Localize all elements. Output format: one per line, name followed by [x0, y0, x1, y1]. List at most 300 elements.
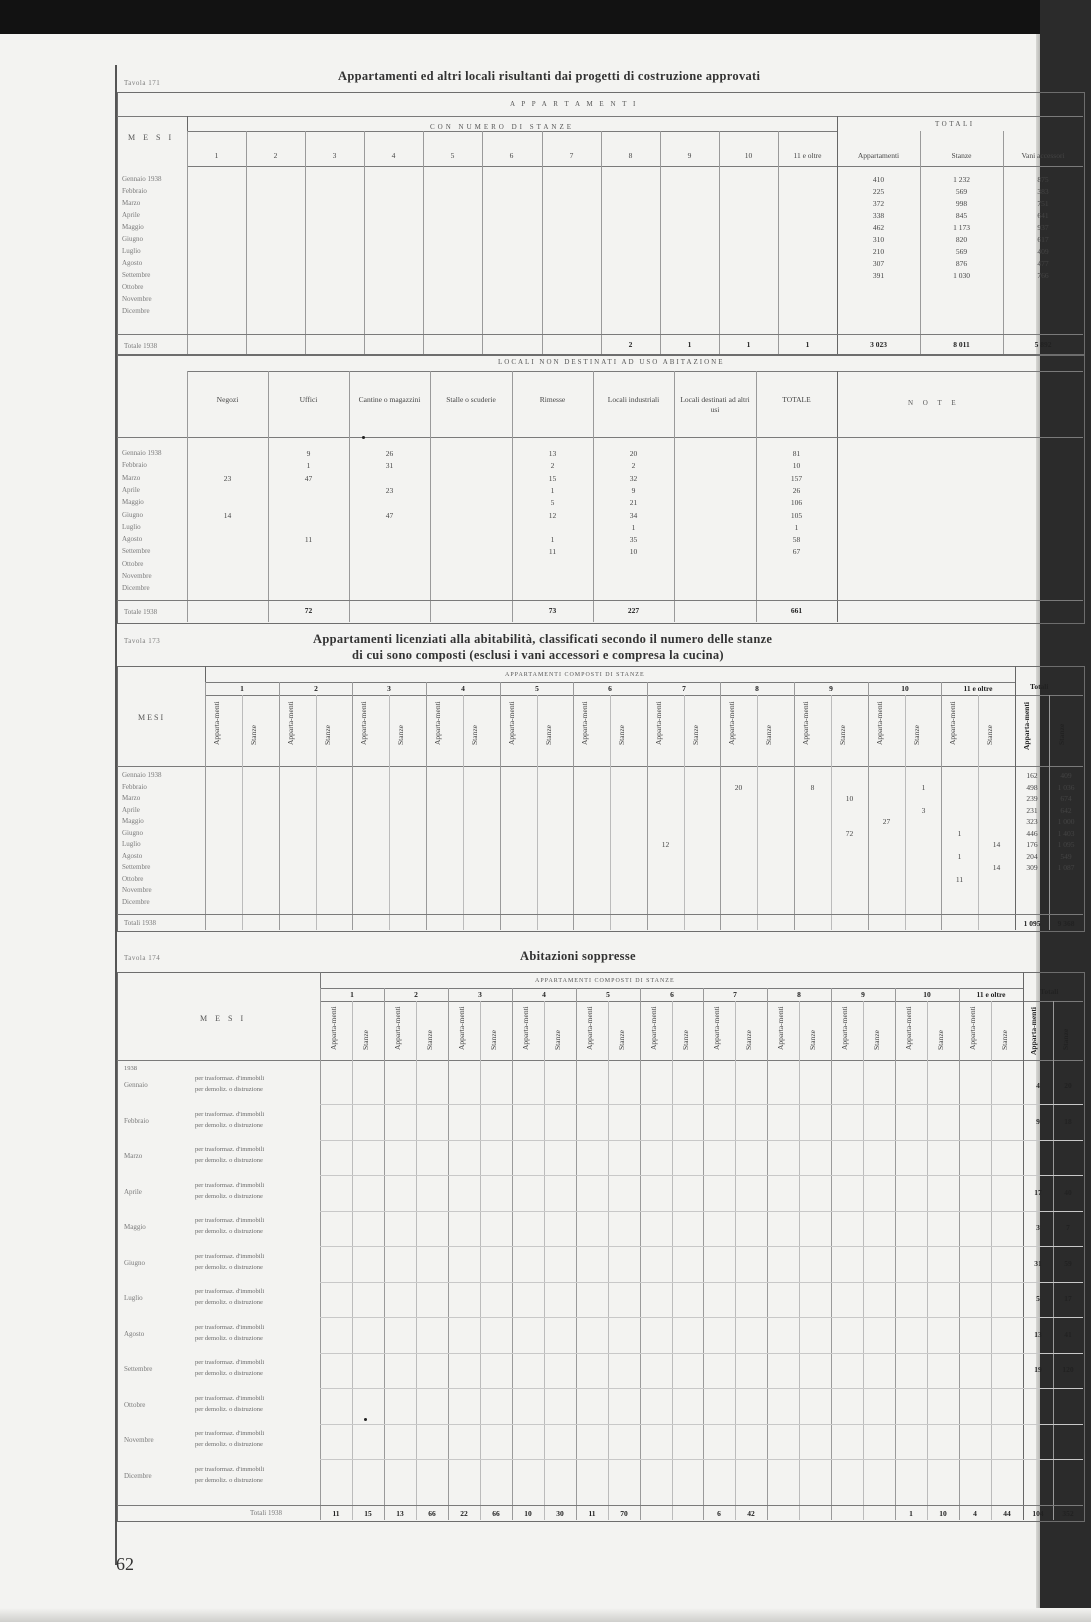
table-171-group-header: A P P A R T A M E N T I — [510, 100, 638, 108]
total-cell: 9 368 — [1057, 919, 1075, 928]
column-rule — [927, 1001, 928, 1520]
table-cell: 81 — [792, 449, 801, 458]
table-172-header: LOCALI NON DESTINATI AD USO ABITAZIONE — [498, 358, 725, 366]
column-header-rooms: 10 — [923, 990, 931, 999]
table-cell: 11 — [955, 874, 964, 884]
month-label: Dicembre — [122, 584, 150, 593]
column-rule — [778, 131, 779, 354]
table-cell: 20 — [629, 449, 638, 458]
month-total-stanze: 20 — [1064, 1081, 1072, 1090]
table-cell: 937 — [1037, 223, 1049, 232]
total-cell: 104 — [1032, 1509, 1044, 1518]
table-171-sub-header: CON NUMERO DI STANZE — [430, 123, 575, 131]
subheader-stanze: Stanze — [617, 725, 626, 745]
total-cell: 73 — [548, 606, 557, 615]
total-cell: 1 — [909, 1509, 913, 1518]
table-cell: 307 — [872, 259, 885, 268]
column-header-rooms: 10 — [901, 684, 909, 693]
table-cell: 26 — [385, 449, 394, 458]
column-header-rooms: 4 — [542, 990, 546, 999]
total-appartamenti-cell: 323 — [1026, 817, 1038, 826]
subheader-appartamenti: Apparta-menti — [286, 701, 295, 745]
column-header-rooms: 3 — [478, 990, 482, 999]
subheader-stanze: Stanze — [489, 1030, 498, 1050]
subheader-stanze: Stanze — [396, 725, 405, 745]
month-total-stanze: 120 — [1062, 1365, 1074, 1374]
column-header-rooms: 6 — [509, 151, 514, 160]
subheader-appartamenti: Apparta-menti — [649, 1006, 658, 1050]
month-label: Agosto — [122, 535, 143, 544]
reason-trasformazione: per trasformaz. d'immobili — [195, 1075, 265, 1082]
subheader-appartamenti: Apparta-menti — [727, 701, 736, 745]
table-174-tag: Tavola 174 — [124, 954, 161, 962]
month-label: Maggio — [124, 1223, 146, 1231]
total-cell: 227 — [627, 606, 640, 615]
subheader-appartamenti: Apparta-menti — [712, 1006, 721, 1050]
total-appartamenti-cell: 204 — [1026, 851, 1038, 861]
table-cell: 12 — [661, 840, 670, 849]
month-label: Luglio — [124, 1294, 143, 1302]
month-label: Giugno — [122, 235, 143, 243]
total-cell: 22 — [460, 1509, 468, 1518]
month-label: Aprile — [124, 1187, 142, 1196]
column-rule — [246, 131, 247, 354]
reason-demolizione: per demoliz. o distruzione — [195, 1370, 263, 1377]
table-cell: 820 — [955, 235, 968, 244]
column-header-rooms: 11 e oltre — [963, 684, 993, 693]
table-cell: 105 — [790, 510, 803, 520]
month-label: Maggio — [122, 223, 144, 231]
column-header-totals: Stanze — [951, 151, 972, 160]
total-appartamenti-cell: 162 — [1026, 771, 1038, 780]
total-cell: 6 — [717, 1509, 721, 1518]
month-label: Agosto — [122, 851, 143, 860]
subheader-stanze: Stanze — [764, 725, 773, 745]
subheader-stanze: Stanze — [617, 1030, 626, 1050]
table-174-year: 1938 — [124, 1065, 137, 1072]
month-label: Gennaio 1938 — [122, 771, 162, 779]
column-rule — [279, 682, 280, 930]
column-header: Uffici — [299, 395, 318, 404]
column-header-rooms: 11 e oltre — [976, 990, 1006, 999]
column-rule — [767, 988, 768, 1520]
column-rule — [480, 1001, 481, 1520]
reason-trasformazione: per trasformaz. d'immobili — [195, 1252, 265, 1260]
table-cell: 58 — [792, 535, 801, 545]
total-cell: 42 — [747, 1509, 755, 1518]
table-cell: 3 — [921, 805, 926, 815]
column-rule — [601, 131, 602, 354]
total-cell: 1 095 — [1023, 919, 1041, 928]
subheader-stanze: Stanze — [838, 725, 847, 745]
column-rule — [430, 371, 431, 622]
total-stanze-cell: 1 036 — [1057, 782, 1075, 792]
month-label: Marzo — [122, 794, 141, 802]
column-rule — [660, 131, 661, 354]
column-header: Cantine o magazzini — [358, 395, 421, 404]
table-cell: 13 — [548, 449, 557, 458]
reason-trasformazione: per trasformaz. d'immobili — [195, 1430, 265, 1437]
column-rule — [500, 682, 501, 930]
column-rule — [720, 682, 721, 930]
month-label: Maggio — [122, 498, 144, 507]
column-header-rooms: 3 — [332, 151, 337, 160]
reason-demolizione: per demoliz. o distruzione — [195, 1157, 263, 1164]
month-label: Maggio — [122, 817, 144, 825]
month-label: Marzo — [122, 199, 141, 207]
column-header-rooms: 5 — [535, 684, 539, 693]
column-rule — [757, 695, 758, 930]
subheader-stanze: Stanze — [323, 725, 332, 745]
total-cell: 70 — [620, 1509, 628, 1518]
table-cell: 26 — [792, 485, 801, 495]
subheader-appartamenti: Apparta-menti — [521, 1006, 530, 1050]
column-rule — [576, 988, 577, 1520]
reason-trasformazione: per trasformaz. d'immobili — [195, 1217, 265, 1224]
total-cell: 72 — [304, 606, 313, 615]
reason-trasformazione: per trasformaz. d'immobili — [195, 1323, 265, 1331]
column-rule — [463, 695, 464, 930]
room-total-cell: 1 — [746, 340, 751, 349]
column-rule — [537, 695, 538, 930]
table-cell: 617 — [1037, 235, 1049, 244]
table-cell: 106 — [790, 498, 803, 508]
total-appartamenti-cell: 446 — [1026, 828, 1038, 838]
subheader-stanze: Stanze — [808, 1030, 817, 1050]
subheader-totali-stanze: Stanze — [1061, 1028, 1070, 1050]
total-cell: 5 892 — [1034, 340, 1052, 349]
row-rule — [320, 1211, 1083, 1212]
month-label: Ottobre — [122, 283, 144, 291]
total-cell: 8 011 — [953, 340, 970, 349]
reason-demolizione: per demoliz. o distruzione — [195, 1441, 263, 1448]
reason-trasformazione: per trasformaz. d'immobili — [195, 1181, 265, 1189]
subheader-stanze: Stanze — [912, 725, 921, 745]
column-rule — [416, 1001, 417, 1520]
table-171-total-label: Totale 1938 — [124, 342, 158, 350]
row-rule — [320, 1317, 1083, 1318]
column-rule — [863, 1001, 864, 1520]
table-171-totali: TOTALI — [935, 120, 975, 128]
table-174-totali: Totali — [1040, 987, 1059, 996]
month-label: Luglio — [122, 522, 141, 531]
table-cell: 27 — [882, 817, 891, 826]
table-cell: 641 — [1037, 211, 1049, 220]
table-cell: 47 — [385, 510, 394, 520]
month-label: Febbraio — [122, 461, 147, 470]
table-173-title-line1: Appartamenti licenziati alla abitabilità, classificati secondo il numero delle stanze — [313, 632, 773, 646]
total-cell: 10 — [939, 1509, 947, 1518]
table-172-total-label: Totale 1938 — [124, 608, 158, 616]
column-header-rooms: 2 — [414, 990, 418, 999]
column-rule — [674, 371, 675, 622]
month-label: Ottobre — [124, 1400, 146, 1409]
table-cell: 766 — [1037, 271, 1049, 280]
column-header: Rimesse — [539, 395, 566, 404]
month-label: Luglio — [122, 247, 141, 255]
total-appartamenti-cell: 239 — [1026, 794, 1038, 803]
column-rule — [426, 682, 427, 930]
column-rule — [423, 131, 424, 354]
ink-speck — [364, 1418, 367, 1421]
column-header-rooms: 4 — [461, 684, 465, 693]
total-cell: 44 — [1003, 1509, 1011, 1518]
column-rule — [895, 988, 896, 1520]
table-cell: 12 — [548, 510, 557, 520]
subheader-appartamenti: Apparta-menti — [359, 701, 368, 745]
subheader-appartamenti: Apparta-menti — [801, 701, 810, 745]
total-stanze-cell: 642 — [1060, 805, 1072, 815]
column-rule — [364, 131, 365, 354]
column-rule — [316, 695, 317, 930]
column-rule — [544, 1001, 545, 1520]
column-rule — [672, 1001, 673, 1520]
subheader-appartamenti: Apparta-menti — [948, 701, 957, 745]
month-total-appartamenti: 4 — [1036, 1081, 1040, 1090]
column-header-rooms: 6 — [608, 684, 612, 693]
reason-demolizione: per demoliz. o distruzione — [195, 1299, 263, 1306]
row-rule — [320, 1104, 1083, 1105]
total-cell: 661 — [790, 606, 803, 615]
column-header-rooms: 1 — [240, 684, 244, 693]
table-cell: 1 030 — [953, 271, 970, 280]
table-cell: 1 — [550, 535, 555, 545]
column-header-rooms: 9 — [861, 990, 865, 999]
month-total-appartamenti: 17 — [1034, 1187, 1042, 1197]
table-174-frame — [117, 972, 1085, 1522]
subheader-stanze: Stanze — [936, 1030, 945, 1050]
table-cell: 1 — [921, 782, 926, 792]
total-cell: 13 — [396, 1509, 404, 1518]
column-header-rooms: 2 — [314, 684, 318, 693]
column-rule — [593, 371, 594, 622]
subheader-appartamenti: Apparta-menti — [433, 701, 442, 745]
table-cell: 11 — [548, 547, 557, 557]
subheader-stanze: Stanze — [470, 725, 479, 745]
subheader-totali-appartamenti: Apparta-menti — [1029, 1007, 1038, 1055]
month-total-stanze: 7 — [1066, 1223, 1070, 1232]
reason-trasformazione: per trasformaz. d'immobili — [195, 1359, 265, 1366]
column-rule — [647, 682, 648, 930]
row-rule — [320, 1140, 1083, 1141]
table-cell: 845 — [955, 211, 968, 220]
subheader-totali-stanze: Stanze — [1057, 723, 1066, 745]
subheader-stanze: Stanze — [425, 1030, 434, 1050]
column-header-rooms: 5 — [606, 990, 610, 999]
column-header-rooms: 5 — [450, 151, 455, 160]
month-label: Giugno — [122, 510, 143, 519]
table-cell: 1 — [550, 485, 555, 495]
subheader-appartamenti: Apparta-menti — [585, 1006, 594, 1050]
table-cell: 5 — [550, 498, 555, 508]
month-label: Dicembre — [122, 307, 150, 315]
subheader-appartamenti: Apparta-menti — [840, 1006, 849, 1050]
table-cell: 477 — [1037, 259, 1049, 268]
reason-trasformazione: per trasformaz. d'immobili — [195, 1146, 265, 1153]
column-header-rooms: 9 — [687, 151, 692, 160]
reason-demolizione: per demoliz. o distruzione — [195, 1192, 263, 1200]
column-header: Stalle o scuderie — [446, 395, 496, 404]
table-cell: 338 — [872, 211, 885, 220]
column-rule — [384, 988, 385, 1520]
table-172-note-header: N O T E — [908, 399, 960, 407]
total-appartamenti-cell: 309 — [1026, 863, 1038, 872]
row-rule — [320, 1246, 1083, 1247]
month-label: Gennaio 1938 — [122, 449, 162, 457]
table-cell: 462 — [872, 223, 885, 232]
table-cell: 10 — [845, 794, 854, 803]
table-cell: 34 — [629, 510, 638, 520]
month-total-stanze: 40 — [1064, 1187, 1072, 1197]
total-cell: 3 023 — [870, 340, 887, 349]
subheader-appartamenti: Apparta-menti — [212, 701, 221, 745]
month-total-appartamenti: 9 — [1036, 1116, 1040, 1126]
month-label: Novembre — [122, 295, 152, 303]
table-cell: 14 — [992, 863, 1001, 872]
table-cell: 23 — [223, 473, 232, 483]
table-cell: 31 — [385, 461, 394, 471]
column-rule — [735, 1001, 736, 1520]
table-cell: 391 — [872, 271, 885, 280]
subheader-stanze: Stanze — [985, 725, 994, 745]
column-header-rooms: 7 — [733, 990, 737, 999]
column-rule — [389, 695, 390, 930]
reason-demolizione: per demoliz. o distruzione — [195, 1086, 263, 1093]
month-total-appartamenti: 31 — [1034, 1258, 1042, 1268]
table-173-totali: Totali — [1030, 682, 1049, 691]
table-cell: 210 — [872, 247, 885, 256]
row-rule — [320, 1282, 1083, 1283]
total-cell: 10 — [524, 1509, 532, 1518]
scan-bottom-shadow — [0, 1608, 1091, 1622]
table-cell: 2 — [550, 461, 555, 471]
subheader-stanze: Stanze — [681, 1030, 690, 1050]
table-cell: 20 — [734, 782, 743, 792]
table-cell: 72 — [845, 828, 854, 838]
column-rule — [448, 988, 449, 1520]
table-cell: 1 — [957, 851, 962, 861]
table-173-group-header: APPARTAMENTI COMPOSTI DI STANZE — [505, 672, 645, 678]
table-174-mesi: M E S I — [200, 1014, 247, 1023]
month-label: Giugno — [124, 1258, 145, 1267]
total-cell: 66 — [428, 1509, 436, 1518]
subheader-appartamenti: Apparta-menti — [904, 1006, 913, 1050]
subheader-appartamenti: Apparta-menti — [329, 1006, 338, 1050]
subheader-stanze: Stanze — [249, 725, 258, 745]
room-total-cell: 1 — [805, 340, 810, 349]
total-appartamenti-cell: 498 — [1026, 782, 1038, 792]
month-label: Gennaio 1938 — [122, 175, 162, 183]
total-cell: 11 — [588, 1509, 596, 1518]
subheader-stanze: Stanze — [691, 725, 700, 745]
total-appartamenti-cell: 231 — [1026, 805, 1038, 815]
table-cell: 1 173 — [953, 223, 970, 232]
table-cell: 67 — [792, 547, 801, 557]
table-cell: 751 — [1037, 199, 1049, 208]
reason-demolizione: per demoliz. o distruzione — [195, 1334, 263, 1342]
column-header-rooms: 7 — [569, 151, 574, 160]
month-label: Agosto — [124, 1329, 145, 1338]
table-cell: 1 — [794, 522, 799, 532]
column-rule — [608, 1001, 609, 1520]
month-label: Febbraio — [122, 782, 147, 791]
column-header: Negozi — [216, 395, 239, 404]
page-number: 62 — [116, 1554, 134, 1574]
column-header-rooms: 10 — [744, 151, 753, 160]
column-rule — [187, 371, 188, 622]
table-cell: 372 — [872, 199, 885, 208]
column-header-rooms: 8 — [628, 151, 633, 160]
month-label: Novembre — [124, 1436, 154, 1444]
reason-trasformazione: per trasformaz. d'immobili — [195, 1110, 265, 1118]
month-label: Novembre — [122, 572, 152, 580]
column-header-totals: Appartamenti — [857, 151, 900, 160]
month-total-stanze: 41 — [1064, 1329, 1072, 1339]
month-label: Settembre — [122, 547, 151, 556]
row-rule — [320, 1175, 1083, 1176]
total-stanze-cell: 1 087 — [1057, 863, 1075, 872]
column-header: TOTALE — [782, 395, 811, 404]
table-cell: 1 — [306, 461, 311, 471]
column-rule — [242, 695, 243, 930]
table-cell: 409 — [1037, 247, 1049, 256]
subheader-stanze: Stanze — [1000, 1030, 1009, 1050]
month-label: Aprile — [122, 805, 140, 814]
total-cell: 11 — [332, 1509, 340, 1518]
column-rule — [959, 988, 960, 1520]
table-cell: 157 — [790, 473, 803, 483]
room-total-cell: 2 — [628, 340, 633, 349]
column-header: Locali industriali — [607, 395, 660, 404]
total-cell: 66 — [492, 1509, 500, 1518]
total-cell: 30 — [556, 1509, 564, 1518]
subheader-appartamenti: Apparta-menti — [875, 701, 884, 745]
column-rule — [831, 988, 832, 1520]
total-stanze-cell: 1 403 — [1057, 828, 1075, 838]
table-174-total-label: Totali 1938 — [250, 1509, 282, 1517]
subheader-appartamenti: Apparta-menti — [393, 1006, 402, 1050]
column-rule — [352, 682, 353, 930]
total-stanze-cell: 1 095 — [1057, 840, 1075, 849]
column-header-rooms: 3 — [387, 684, 391, 693]
column-header-totals: Vani accessori — [1021, 151, 1065, 160]
column-header-rooms: 8 — [755, 684, 759, 693]
month-label: Settembre — [124, 1365, 153, 1373]
table-173-frame — [117, 666, 1085, 932]
subheader-stanze: Stanze — [744, 1030, 753, 1050]
month-total-stanze: 18 — [1064, 1116, 1072, 1126]
month-label: Ottobre — [122, 874, 144, 883]
subheader-appartamenti: Apparta-menti — [457, 1006, 466, 1050]
month-label: Ottobre — [122, 559, 144, 568]
month-total-appartamenti: 3 — [1036, 1223, 1040, 1232]
subheader-stanze: Stanze — [361, 1030, 370, 1050]
column-rule — [349, 371, 350, 622]
month-label: Settembre — [122, 863, 151, 871]
column-rule — [991, 1001, 992, 1520]
column-rule — [512, 371, 513, 622]
column-rule — [512, 988, 513, 1520]
subheader-appartamenti: Apparta-menti — [968, 1006, 977, 1050]
column-rule — [978, 695, 979, 930]
table-cell: 1 — [957, 828, 962, 838]
table-cell: 410 — [872, 175, 885, 184]
column-rule — [868, 682, 869, 930]
reason-trasformazione: per trasformaz. d'immobili — [195, 1288, 265, 1295]
month-label: Aprile — [122, 485, 140, 494]
subheader-appartamenti: Apparta-menti — [507, 701, 516, 745]
column-rule — [794, 682, 795, 930]
